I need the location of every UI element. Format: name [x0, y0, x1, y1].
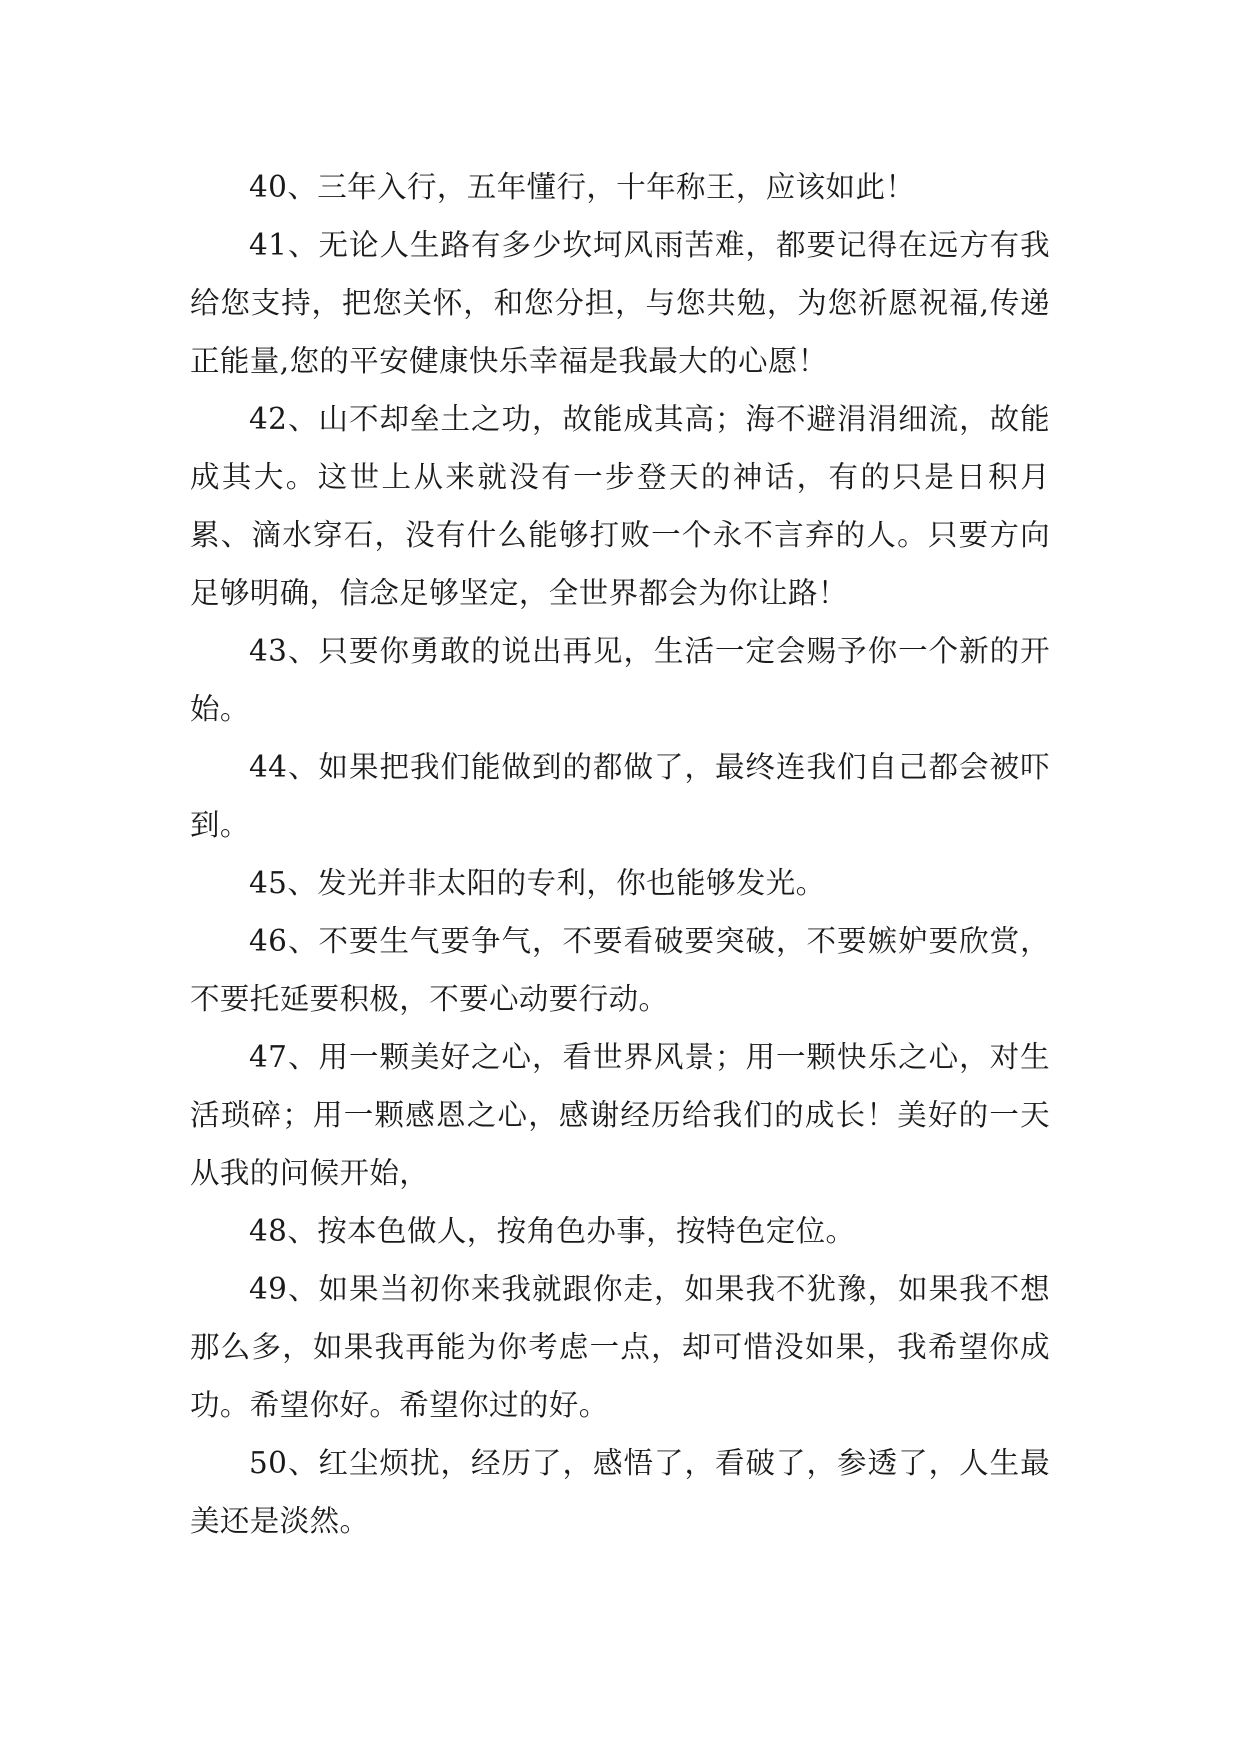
paragraph-46: 46、不要生气要争气，不要看破要突破，不要嫉妒要欣赏，不要托延要积极，不要心动要行动。 — [190, 924, 1050, 1016]
paragraph-47: 47、用一颗美好之心，看世界风景；用一颗快乐之心，对生活琐碎；用一颗感恩之心，感谢经历给我们的成长！美好的一天从我的问候开始， — [190, 1040, 1050, 1190]
paragraph-50: 50、红尘烦扰，经历了，感悟了，看破了，参透了，人生最美还是淡然。 — [190, 1446, 1050, 1538]
paragraph-48: 48、按本色做人，按角色办事，按特色定位。 — [249, 1214, 856, 1248]
paragraph-44: 44、如果把我们能做到的都做了，最终连我们自己都会被吓到。 — [190, 750, 1050, 842]
document-body — [190, 158, 1050, 1550]
paragraph-41: 41、无论人生路有多少坎坷风雨苦难，都要记得在远方有我给您支持，把您关怀，和您分担，与您共勉，为您祈愿祝福,传递正能量,您的平安健康快乐幸福是我最大的心愿！ — [190, 228, 1050, 378]
paragraph-45: 45、发光并非太阳的专利，你也能够发光。 — [249, 866, 826, 900]
paragraph-43: 43、只要你勇敢的说出再见，生活一定会赐予你一个新的开始。 — [190, 634, 1050, 726]
paragraph-40: 40、三年入行，五年懂行，十年称王，应该如此！ — [249, 170, 916, 204]
paragraph-49: 49、如果当初你来我就跟你走，如果我不犹豫，如果我不想那么多，如果我再能为你考虑一点，却可惜没如果，我希望你成功。希望你好。希望你过的好。 — [190, 1272, 1050, 1422]
paragraph-42: 42、山不却垒土之功，故能成其高；海不避涓涓细流，故能成其大。这世上从来就没有一步登天的神话，有的只是日积月累、滴水穿石，没有什么能够打败一个永不言弃的人。只要方向足够明确，信念足够坚定，全世界都会为你让路！ — [190, 402, 1050, 610]
